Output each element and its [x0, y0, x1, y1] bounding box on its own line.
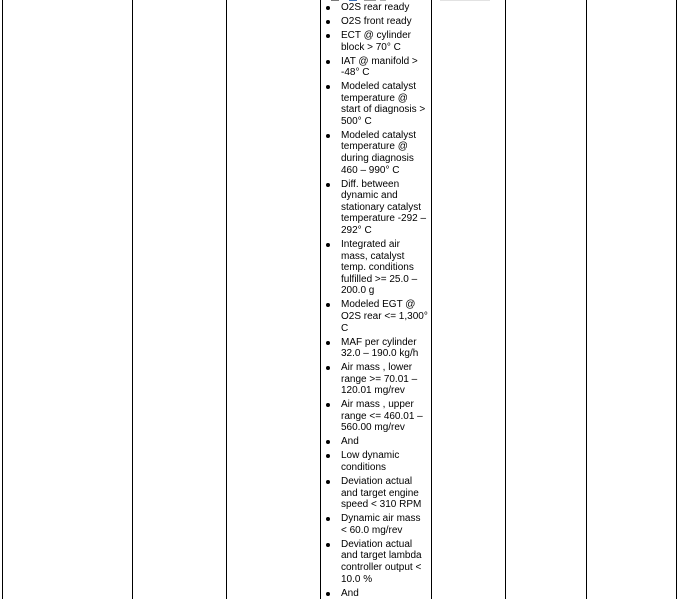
list-item	[321, 588, 431, 599]
list-item	[321, 239, 431, 297]
table-row	[3, 0, 677, 599]
list-item	[321, 513, 431, 536]
monitor-table	[2, 0, 677, 599]
condition-text: Integrated air mass, catalyst temp. conditions fulfilled >= 25.0 – 200.0 g	[341, 239, 418, 297]
condition-text: O2S front ready	[341, 15, 412, 27]
bullet-icon	[326, 303, 330, 307]
list-item	[321, 476, 431, 511]
bullet-icon	[326, 134, 330, 138]
bullet-icon	[326, 243, 330, 247]
condition-text: O2S rear ready	[341, 2, 410, 13]
table-cell-col6	[506, 0, 587, 599]
bullet-icon	[326, 440, 330, 444]
table-cell-col3	[227, 0, 321, 599]
condition-text: Modeled catalyst temperature @ during diagnosis 460 – 990° C	[341, 129, 417, 176]
condition-text: Deviation actual and target engine speed < 310 RPM	[341, 476, 422, 511]
condition-text: MAF per cylinder 32.0 – 190.0 kg/h	[341, 336, 419, 360]
condition-text: Low dynamic conditions	[341, 450, 400, 474]
condition-text: Air mass , upper range <= 460.01 – 560.00 mg/rev	[341, 399, 423, 434]
condition-text: Diff. between dynamic and stationary catalyst temperature -292 – 292° C	[341, 178, 427, 237]
bullet-icon	[326, 85, 330, 89]
list-item	[321, 362, 431, 397]
bullet-icon	[326, 480, 330, 484]
condition-text: Dynamic air mass < 60.0 mg/rev	[341, 513, 421, 536]
bullet-icon	[326, 454, 330, 458]
condition-text: Modeled catalyst temperature @ start of diagnosis > 500° C	[341, 81, 426, 127]
condition-text: Deviation actual and target lambda controller output < 10.0 %	[341, 538, 422, 585]
list-item	[321, 539, 431, 585]
table-cell-col2	[133, 0, 227, 599]
bullet-icon	[326, 366, 330, 370]
condition-text: IAT @ manifold > -48° C	[341, 55, 418, 79]
list-item	[321, 436, 431, 448]
bullet-icon	[326, 341, 330, 345]
bullet-icon	[326, 6, 330, 10]
table-cell-col5	[432, 0, 506, 599]
enable-conditions-cell	[321, 0, 432, 599]
list-item	[321, 399, 431, 434]
condition-text: And	[341, 587, 359, 599]
condition-text: And	[341, 436, 359, 448]
bullet-icon	[326, 592, 330, 596]
bullet-icon	[326, 183, 330, 187]
table-cell-col1	[3, 0, 133, 599]
condition-text: ECT @ cylinder block > 70° C	[341, 29, 411, 53]
list-item	[321, 179, 431, 237]
list-item	[321, 2, 431, 14]
list-item	[321, 81, 431, 127]
bullet-icon	[326, 20, 330, 24]
list-item	[321, 450, 431, 473]
bullet-icon	[326, 34, 330, 38]
list-item	[321, 56, 431, 79]
list-item	[321, 16, 431, 28]
bullet-icon	[326, 543, 330, 547]
bullet-icon	[326, 403, 330, 407]
table-cell-col7	[587, 0, 677, 599]
list-item	[321, 337, 431, 360]
list-item	[321, 130, 431, 176]
list-item	[321, 30, 431, 53]
bullet-icon	[326, 517, 330, 521]
condition-text: Air mass , lower range >= 70.01 – 120.01 mg/rev	[341, 362, 418, 397]
bullet-icon	[326, 60, 330, 64]
enable-conditions-list	[321, 2, 431, 599]
list-item	[321, 299, 431, 334]
condition-text: Modeled EGT @ O2S rear <= 1,300° C	[341, 299, 428, 334]
